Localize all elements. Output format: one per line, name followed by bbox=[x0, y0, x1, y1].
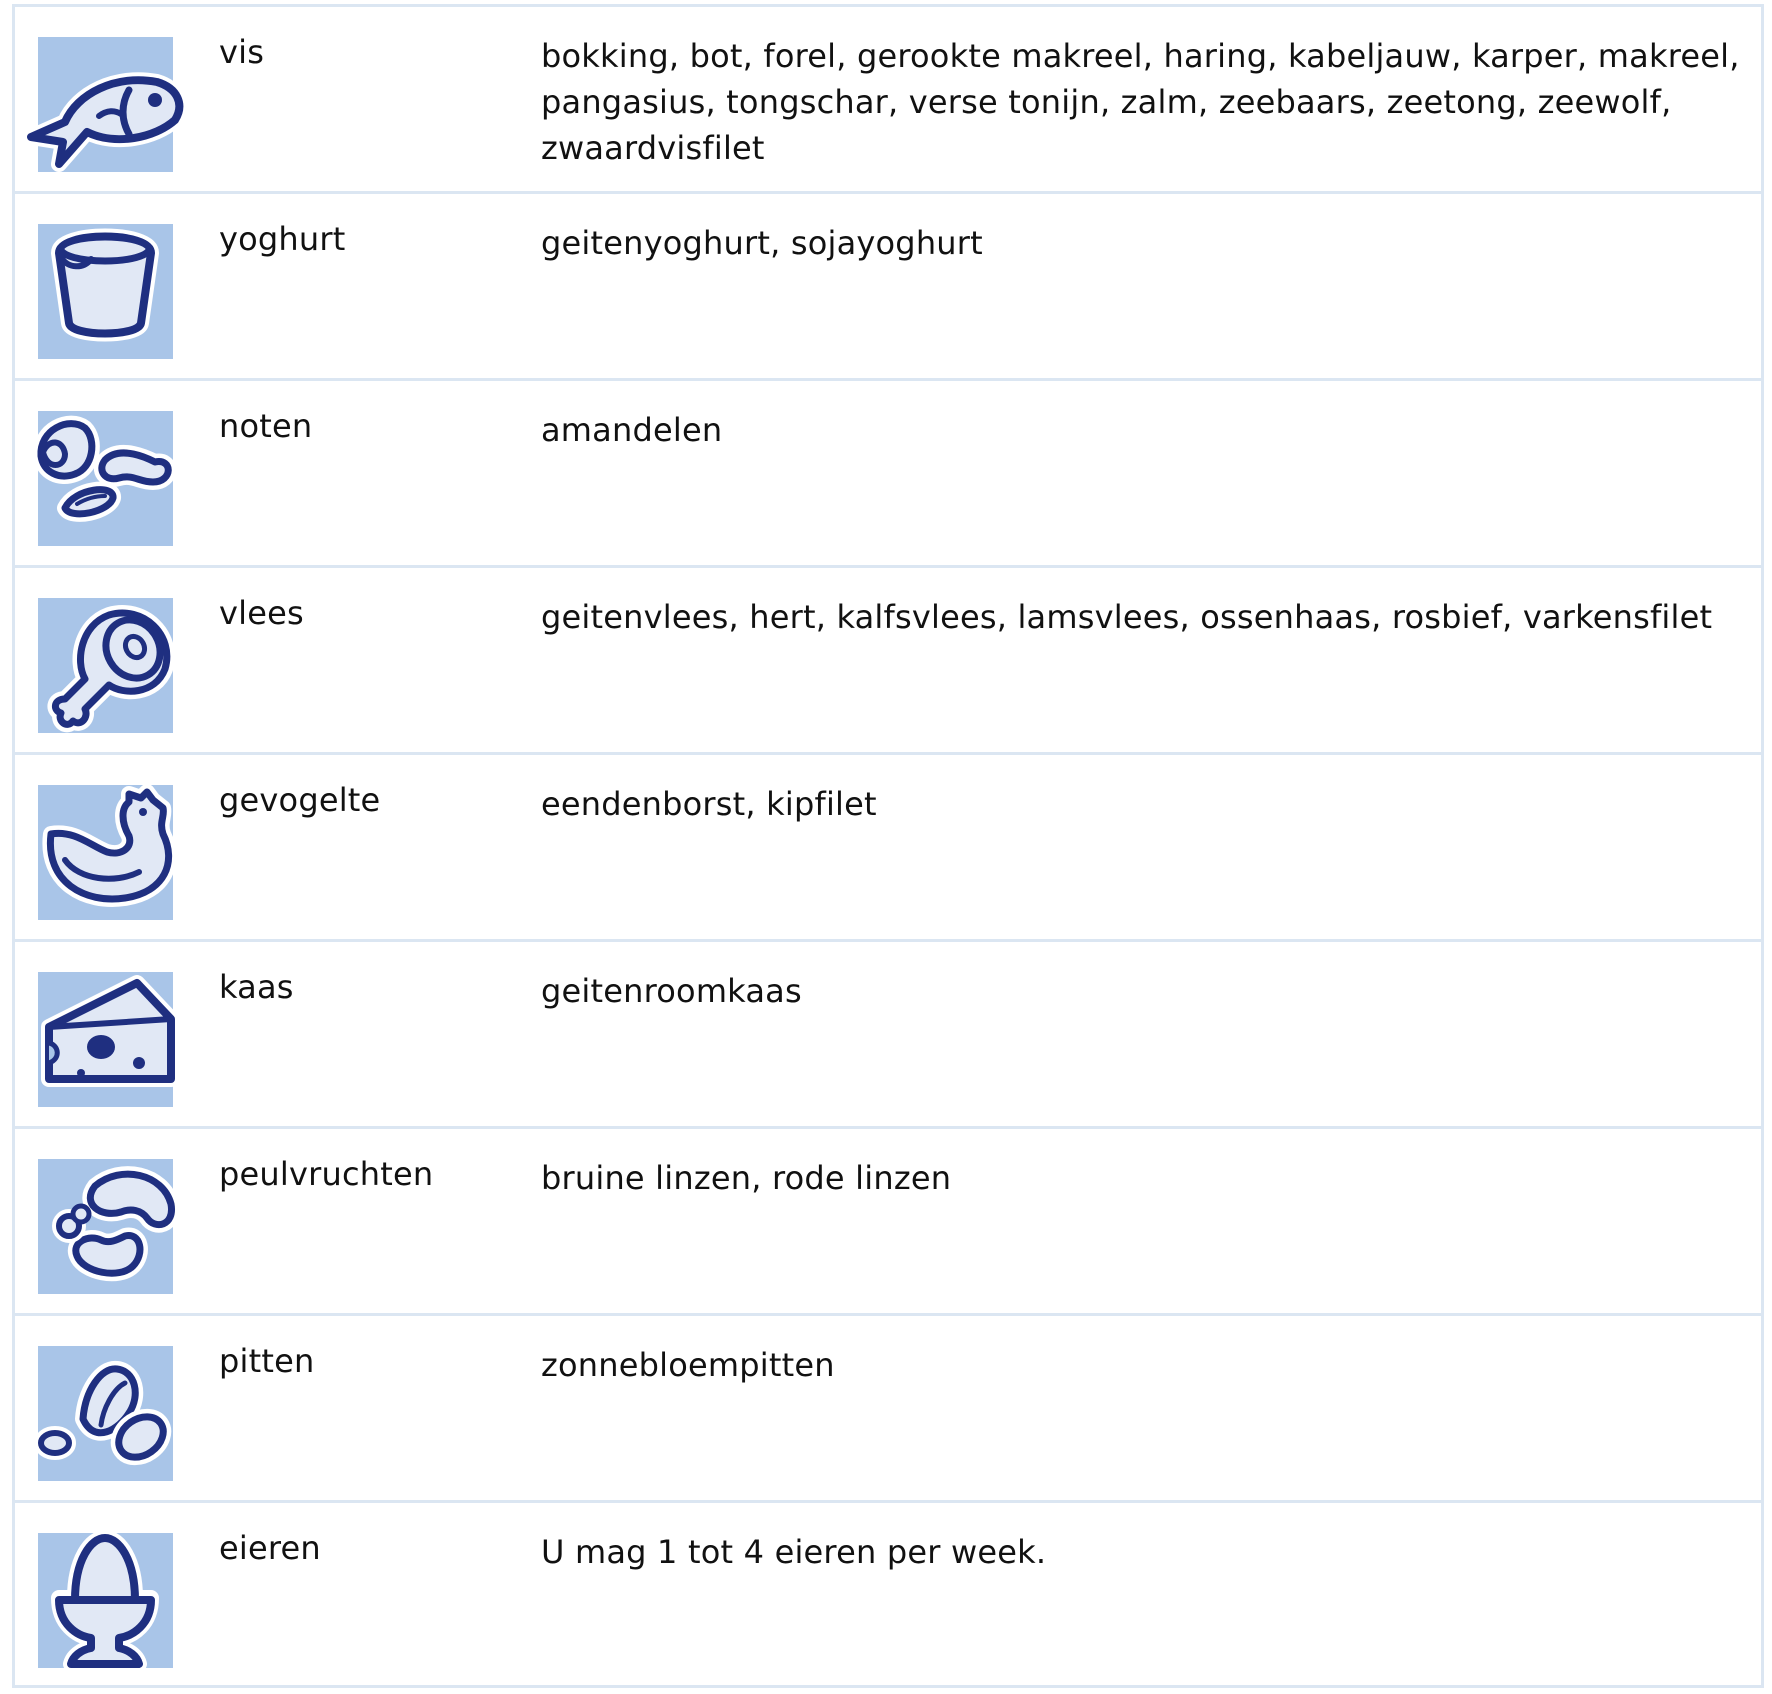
category-name: vis bbox=[219, 33, 265, 71]
nuts-icon bbox=[38, 411, 173, 546]
category-name: eieren bbox=[219, 1529, 321, 1567]
category-name: pitten bbox=[219, 1342, 315, 1380]
egg-cup-icon bbox=[38, 1533, 173, 1668]
product-table bbox=[12, 4, 1764, 1688]
category-items: geitenvlees, hert, kalfsvlees, lamsvlees, ossenhaas, rosbief, varkensfilet bbox=[541, 598, 1713, 636]
table-row bbox=[15, 1316, 1761, 1503]
table-row bbox=[15, 755, 1761, 942]
category-name: kaas bbox=[219, 968, 294, 1006]
category-items: U mag 1 tot 4 eieren per week. bbox=[541, 1533, 1047, 1571]
yoghurt-cup-icon bbox=[38, 224, 173, 359]
chicken-icon bbox=[38, 785, 173, 920]
seeds-icon bbox=[38, 1346, 173, 1481]
category-items: eendenborst, kipfilet bbox=[541, 785, 877, 823]
cheese-icon bbox=[38, 972, 173, 1107]
category-items: amandelen bbox=[541, 411, 723, 449]
category-items: geitenroomkaas bbox=[541, 972, 802, 1010]
table-row bbox=[15, 7, 1761, 194]
category-items: bokking, bot, forel, gerookte makreel, haring, kabeljauw, karper, makreel, pangasius, tongschar, verse tonijn, zalm, zeebaars, zeetong, zeewolf, zwaardvisfilet bbox=[541, 37, 1740, 167]
fish-icon bbox=[38, 37, 173, 172]
table-row bbox=[15, 568, 1761, 755]
category-name: yoghurt bbox=[219, 220, 346, 258]
category-items: zonnebloempitten bbox=[541, 1346, 835, 1384]
table-row bbox=[15, 1129, 1761, 1316]
category-name: vlees bbox=[219, 594, 304, 632]
category-items: bruine linzen, rode linzen bbox=[541, 1159, 952, 1197]
category-name: gevogelte bbox=[219, 781, 381, 819]
table-row bbox=[15, 381, 1761, 568]
category-name: noten bbox=[219, 407, 313, 445]
table-row bbox=[15, 942, 1761, 1129]
category-name: peulvruchten bbox=[219, 1155, 434, 1193]
table-row bbox=[15, 1503, 1761, 1687]
meat-leg-icon bbox=[38, 598, 173, 733]
table-row bbox=[15, 194, 1761, 381]
legumes-icon bbox=[38, 1159, 173, 1294]
category-items: geitenyoghurt, sojayoghurt bbox=[541, 224, 983, 262]
